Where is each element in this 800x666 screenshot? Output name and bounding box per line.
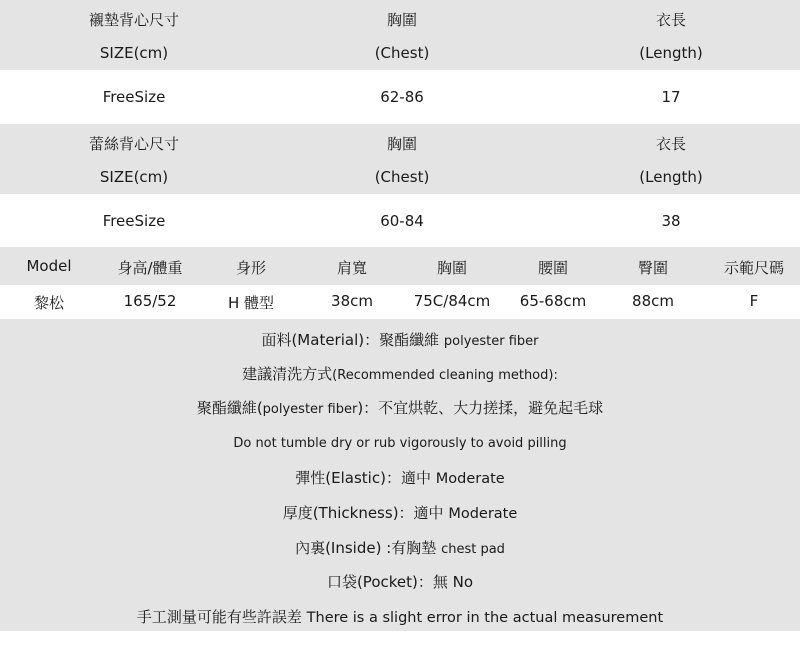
waist-col-header: 腰圍 (537, 259, 569, 277)
lace-vest-size-unit: SIZE(cm) (99, 168, 169, 186)
lace-vest-size-value: FreeSize (102, 212, 166, 230)
chest-col-header: 胸圍 (436, 259, 468, 277)
lace-vest-length-value: 38 (661, 212, 681, 230)
thickness-value: Moderate (448, 506, 518, 522)
elasticity-note (0, 467, 800, 488)
material-label: 面料(Material)：聚酯纖維 (261, 331, 440, 349)
padded-vest-length-header: 衣長 (655, 11, 687, 29)
thickness-label: 厚度(Thickness)：適中 (282, 504, 444, 522)
lining-note (0, 537, 800, 558)
shoulder-col-header: 肩寬 (336, 259, 368, 277)
padded-vest-title: 襯墊背心尺寸 (88, 11, 180, 29)
lace-vest-chest-en: (Chest) (374, 168, 430, 186)
inside-value: chest pad (441, 542, 505, 557)
disclaimer-zh: 手工測量可能有些許誤差 (136, 608, 302, 626)
lace-vest-length-en: (Length) (639, 168, 703, 186)
lace-vest-title: 蕾絲背心尺寸 (88, 135, 180, 153)
lace-vest-chest-header: 胸圍 (386, 135, 418, 153)
lace-vest-length-header: 衣長 (655, 135, 687, 153)
model-height-weight: 165/52 (123, 292, 177, 310)
care-instruction (0, 397, 800, 418)
disclaimer-en: There is a slight error in the actual measurement (306, 610, 664, 626)
model-shoulder: 38cm (331, 292, 373, 310)
pocket-note (0, 571, 800, 592)
demo-size-col-header: 示範尺碼 (723, 259, 785, 277)
elastic-value: Moderate (435, 471, 505, 487)
material-en: polyester fiber (443, 334, 539, 349)
padded-vest-chest-header: 胸圍 (386, 11, 418, 29)
padded-vest-chest-value: 62-86 (380, 88, 424, 106)
cleaning-en: (Recommended cleaning method): (332, 368, 558, 383)
model-col-header: Model (26, 257, 72, 275)
model-waist: 65-68cm (519, 292, 587, 310)
inside-label: 內裏(Inside) :有胸墊 (295, 539, 437, 557)
cleaning-label: 建議清洗方式 (242, 365, 333, 383)
padded-vest-length-en: (Length) (639, 44, 703, 62)
model-chest: 75C/84cm (413, 292, 491, 310)
lace-vest-chest-value: 60-84 (380, 212, 424, 230)
model-name: 黎松 (33, 294, 65, 312)
thickness-note (0, 502, 800, 523)
product-notes (0, 319, 800, 631)
pocket-text: 口袋(Pocket)：無 No (326, 573, 474, 591)
body-type-col-header: 身形 (235, 259, 267, 277)
model-body-type: H 體型 (227, 294, 275, 312)
care-prefix: 聚酯纖維( (196, 399, 263, 417)
measurement-disclaimer (0, 606, 800, 627)
care-suffix: )：不宜烘乾、大力搓揉，避免起毛球 (357, 399, 604, 417)
care-en: Do not tumble dry or rub vigorously to avoid pilling (233, 436, 567, 451)
height-weight-col-header: 身高/體重 (117, 259, 183, 277)
padded-vest-size-value: FreeSize (102, 88, 166, 106)
hip-col-header: 臀圍 (637, 259, 669, 277)
care-fiber: polyester fiber (262, 402, 358, 417)
material-note (0, 329, 800, 350)
padded-vest-length-value: 17 (661, 88, 681, 106)
padded-vest-size-unit: SIZE(cm) (99, 44, 169, 62)
cleaning-heading (0, 363, 800, 384)
model-hip: 88cm (632, 292, 674, 310)
padded-vest-chest-en: (Chest) (374, 44, 430, 62)
care-instruction-en (0, 433, 800, 451)
elastic-label: 彈性(Elastic)：適中 (295, 469, 431, 487)
model-demo-size: F (749, 292, 759, 310)
